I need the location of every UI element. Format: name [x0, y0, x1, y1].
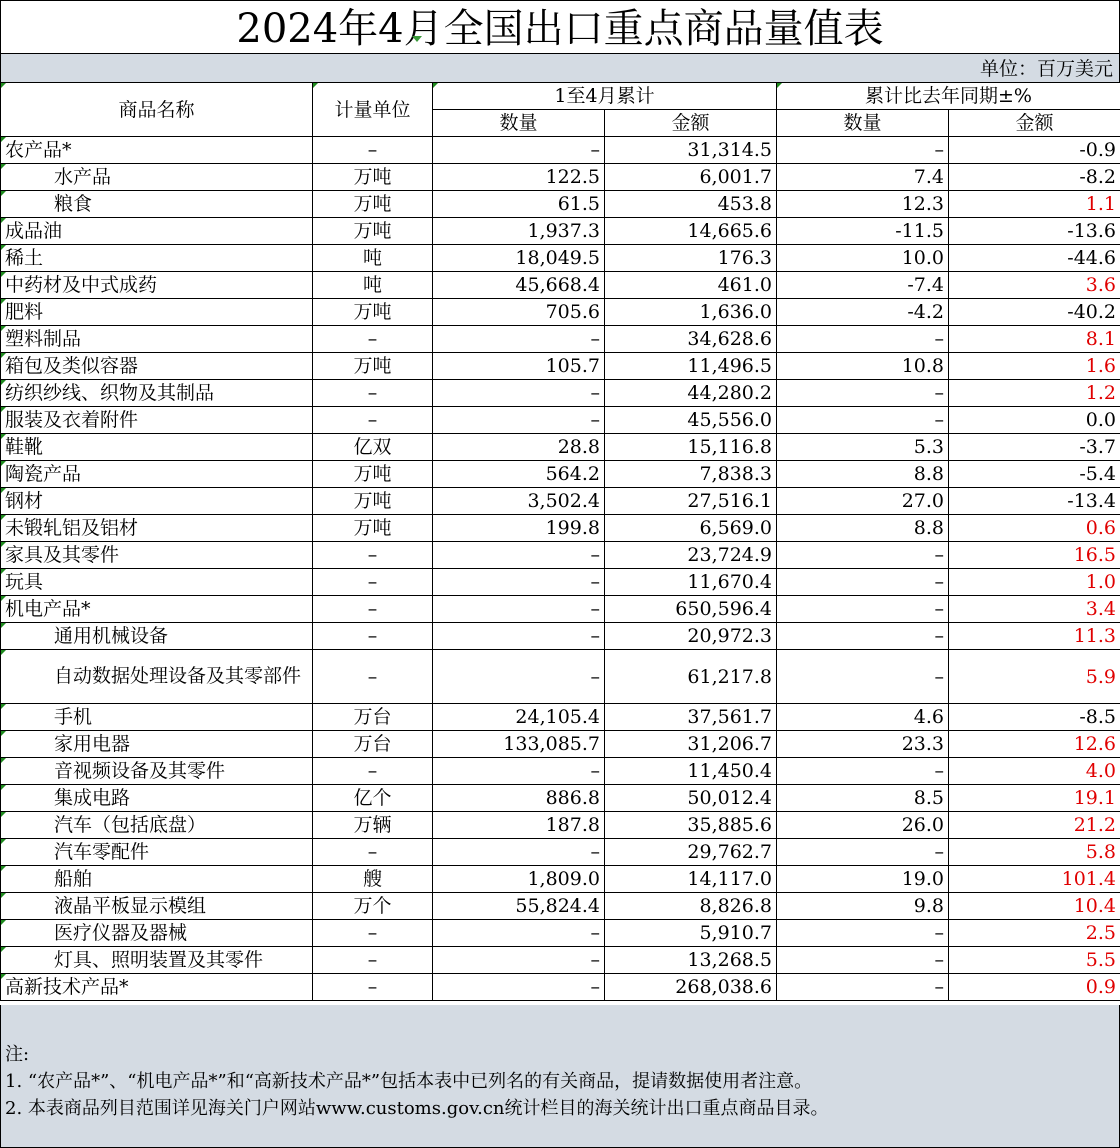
- cell-unit[interactable]: 万吨: [313, 461, 433, 488]
- header-name[interactable]: 商品名称: [1, 83, 313, 137]
- cell-yoy-amount[interactable]: -0.9: [949, 137, 1120, 164]
- header-cumulative[interactable]: 1至4月累计: [433, 83, 777, 110]
- cell-amount[interactable]: 268,038.6: [605, 974, 777, 1001]
- cell-quantity[interactable]: 705.6: [433, 299, 605, 326]
- cell-amount[interactable]: 7,838.3: [605, 461, 777, 488]
- cell-amount[interactable]: 14,665.6: [605, 218, 777, 245]
- cell-amount[interactable]: 11,670.4: [605, 569, 777, 596]
- cell-unit[interactable]: 万台: [313, 731, 433, 758]
- notes-section[interactable]: [0, 1005, 1120, 1148]
- cell-quantity[interactable]: 24,105.4: [433, 704, 605, 731]
- cell-yoy-amount[interactable]: 16.5: [949, 542, 1120, 569]
- cell-product-name[interactable]: 音视频设备及其零件: [1, 758, 313, 785]
- cell-yoy-quantity[interactable]: –: [777, 920, 949, 947]
- cell-yoy-amount[interactable]: 101.4: [949, 866, 1120, 893]
- cell-product-name[interactable]: 船舶: [1, 866, 313, 893]
- table-row: [1, 866, 1120, 893]
- cell-quantity[interactable]: –: [433, 326, 605, 353]
- cell-product-name[interactable]: 集成电路: [1, 785, 313, 812]
- cell-product-name[interactable]: 陶瓷产品: [1, 461, 313, 488]
- cell-product-name[interactable]: 汽车（包括底盘）: [1, 812, 313, 839]
- cell-yoy-quantity[interactable]: 8.8: [777, 515, 949, 542]
- cell-yoy-amount[interactable]: 5.5: [949, 947, 1120, 974]
- cell-yoy-quantity[interactable]: 26.0: [777, 812, 949, 839]
- cell-unit[interactable]: 万吨: [313, 515, 433, 542]
- table-row: [1, 245, 1120, 272]
- cell-yoy-amount[interactable]: 11.3: [949, 623, 1120, 650]
- table-row: [1, 623, 1120, 650]
- table-row: [1, 407, 1120, 434]
- notes-heading: 注:: [5, 1044, 30, 1065]
- cell-yoy-amount[interactable]: -40.2: [949, 299, 1120, 326]
- cell-amount[interactable]: 20,972.3: [605, 623, 777, 650]
- cell-product-name[interactable]: 中药材及中式成药: [1, 272, 313, 299]
- cell-yoy-amount[interactable]: 1.0: [949, 569, 1120, 596]
- cell-quantity[interactable]: 45,668.4: [433, 272, 605, 299]
- cell-product-name[interactable]: 纺织纱线、织物及其制品: [1, 380, 313, 407]
- cell-yoy-quantity[interactable]: –: [777, 596, 949, 623]
- table-row: [1, 488, 1120, 515]
- cell-unit[interactable]: –: [313, 326, 433, 353]
- cell-product-name[interactable]: 水产品: [1, 164, 313, 191]
- cell-amount[interactable]: 29,762.7: [605, 839, 777, 866]
- cell-unit[interactable]: –: [313, 947, 433, 974]
- cell-yoy-amount[interactable]: 3.4: [949, 596, 1120, 623]
- cell-unit[interactable]: –: [313, 380, 433, 407]
- cell-yoy-amount[interactable]: 1.2: [949, 380, 1120, 407]
- cell-product-name[interactable]: 灯具、照明装置及其零件: [1, 947, 313, 974]
- cell-amount[interactable]: 11,450.4: [605, 758, 777, 785]
- cell-yoy-amount[interactable]: 5.9: [949, 650, 1120, 704]
- cell-unit[interactable]: 万吨: [313, 218, 433, 245]
- cell-yoy-amount[interactable]: 12.6: [949, 731, 1120, 758]
- cell-quantity[interactable]: –: [433, 650, 605, 704]
- cell-quantity[interactable]: –: [433, 542, 605, 569]
- cell-unit[interactable]: 万吨: [313, 299, 433, 326]
- cell-yoy-quantity[interactable]: -4.2: [777, 299, 949, 326]
- cell-yoy-amount[interactable]: 1.1: [949, 191, 1120, 218]
- cell-product-name[interactable]: 玩具: [1, 569, 313, 596]
- cell-quantity[interactable]: 28.8: [433, 434, 605, 461]
- cell-amount[interactable]: 5,910.7: [605, 920, 777, 947]
- cell-product-name[interactable]: 塑料制品: [1, 326, 313, 353]
- table-row: [1, 218, 1120, 245]
- cell-yoy-amount[interactable]: 2.5: [949, 920, 1120, 947]
- cell-yoy-quantity[interactable]: -7.4: [777, 272, 949, 299]
- table-row: [1, 299, 1120, 326]
- table-body: [1, 137, 1120, 1001]
- table-row: [1, 731, 1120, 758]
- table-row: [1, 974, 1120, 1001]
- cell-yoy-quantity[interactable]: –: [777, 137, 949, 164]
- cell-unit[interactable]: 万个: [313, 893, 433, 920]
- cell-yoy-quantity[interactable]: -11.5: [777, 218, 949, 245]
- cell-amount[interactable]: 650,596.4: [605, 596, 777, 623]
- cell-amount[interactable]: 461.0: [605, 272, 777, 299]
- cell-unit[interactable]: 吨: [313, 245, 433, 272]
- cell-quantity[interactable]: –: [433, 407, 605, 434]
- cell-quantity[interactable]: –: [433, 623, 605, 650]
- cell-unit[interactable]: 亿个: [313, 785, 433, 812]
- cell-product-name[interactable]: 农产品*: [1, 137, 313, 164]
- table-row: [1, 542, 1120, 569]
- cell-yoy-quantity[interactable]: –: [777, 623, 949, 650]
- cell-product-name[interactable]: 液晶平板显示模组: [1, 893, 313, 920]
- cell-product-name[interactable]: 家具及其零件: [1, 542, 313, 569]
- header-qty[interactable]: 数量: [433, 110, 605, 137]
- cell-quantity[interactable]: 122.5: [433, 164, 605, 191]
- table-row: [1, 137, 1120, 164]
- table-row: [1, 650, 1120, 704]
- table-row: [1, 515, 1120, 542]
- export-goods-table: [0, 82, 1120, 1001]
- cell-yoy-quantity[interactable]: –: [777, 407, 949, 434]
- cell-yoy-quantity[interactable]: 4.6: [777, 704, 949, 731]
- table-row: [1, 164, 1120, 191]
- cell-yoy-quantity[interactable]: –: [777, 569, 949, 596]
- cell-yoy-quantity[interactable]: –: [777, 650, 949, 704]
- header-amount[interactable]: 金额: [605, 110, 777, 137]
- cell-product-name[interactable]: 机电产品*: [1, 596, 313, 623]
- cell-yoy-quantity[interactable]: –: [777, 542, 949, 569]
- table-row: [1, 596, 1120, 623]
- dropdown-arrow-icon[interactable]: [412, 36, 422, 42]
- cell-product-name[interactable]: 家用电器: [1, 731, 313, 758]
- cell-yoy-quantity[interactable]: –: [777, 758, 949, 785]
- cell-product-name[interactable]: 高新技术产品*: [1, 974, 313, 1001]
- cell-unit[interactable]: 亿双: [313, 434, 433, 461]
- cell-unit[interactable]: –: [313, 650, 433, 704]
- cell-yoy-quantity[interactable]: 5.3: [777, 434, 949, 461]
- cell-yoy-quantity[interactable]: 10.0: [777, 245, 949, 272]
- table-row: [1, 353, 1120, 380]
- cell-quantity[interactable]: 1,937.3: [433, 218, 605, 245]
- cell-amount[interactable]: 6,569.0: [605, 515, 777, 542]
- cell-yoy-amount[interactable]: 0.9: [949, 974, 1120, 1001]
- cell-yoy-amount[interactable]: 0.6: [949, 515, 1120, 542]
- cell-yoy-amount[interactable]: -3.7: [949, 434, 1120, 461]
- cell-unit[interactable]: 万吨: [313, 353, 433, 380]
- cell-product-name[interactable]: 自动数据处理设备及其零部件: [1, 650, 313, 704]
- cell-yoy-quantity[interactable]: –: [777, 380, 949, 407]
- cell-unit[interactable]: –: [313, 758, 433, 785]
- cell-unit[interactable]: –: [313, 569, 433, 596]
- cell-quantity[interactable]: 61.5: [433, 191, 605, 218]
- cell-amount[interactable]: 1,636.0: [605, 299, 777, 326]
- notes-line-2: 2. 本表商品列目范围详见海关门户网站www.customs.gov.cn统计栏目的海关统计出口重点商品目录。: [5, 1098, 829, 1119]
- cell-yoy-quantity[interactable]: 9.8: [777, 893, 949, 920]
- cell-quantity[interactable]: –: [433, 839, 605, 866]
- cell-product-name[interactable]: 医疗仪器及器械: [1, 920, 313, 947]
- cell-quantity[interactable]: 187.8: [433, 812, 605, 839]
- cell-quantity[interactable]: 105.7: [433, 353, 605, 380]
- cell-yoy-amount[interactable]: 10.4: [949, 893, 1120, 920]
- cell-yoy-quantity[interactable]: 10.8: [777, 353, 949, 380]
- cell-yoy-quantity[interactable]: –: [777, 839, 949, 866]
- cell-unit[interactable]: –: [313, 542, 433, 569]
- cell-amount[interactable]: 37,561.7: [605, 704, 777, 731]
- cell-quantity[interactable]: –: [433, 758, 605, 785]
- cell-amount[interactable]: 61,217.8: [605, 650, 777, 704]
- table-row: [1, 326, 1120, 353]
- cell-quantity[interactable]: 55,824.4: [433, 893, 605, 920]
- table-row: [1, 704, 1120, 731]
- cell-product-name[interactable]: 未锻轧铝及铝材: [1, 515, 313, 542]
- cell-yoy-amount[interactable]: 21.2: [949, 812, 1120, 839]
- cell-quantity[interactable]: 199.8: [433, 515, 605, 542]
- cell-yoy-quantity[interactable]: 8.8: [777, 461, 949, 488]
- cell-yoy-amount[interactable]: 19.1: [949, 785, 1120, 812]
- cell-product-name[interactable]: 钢材: [1, 488, 313, 515]
- cell-unit[interactable]: –: [313, 623, 433, 650]
- cell-yoy-amount[interactable]: 3.6: [949, 272, 1120, 299]
- cell-amount[interactable]: 14,117.0: [605, 866, 777, 893]
- cell-yoy-quantity[interactable]: –: [777, 974, 949, 1001]
- cell-product-name[interactable]: 成品油: [1, 218, 313, 245]
- cell-unit[interactable]: –: [313, 596, 433, 623]
- cell-yoy-amount[interactable]: -44.6: [949, 245, 1120, 272]
- header-yoy-qty[interactable]: 数量: [777, 110, 949, 137]
- header-yoy-amount[interactable]: 金额: [949, 110, 1120, 137]
- table-row: [1, 272, 1120, 299]
- table-row: [1, 920, 1120, 947]
- cell-product-name[interactable]: 手机: [1, 704, 313, 731]
- cell-quantity[interactable]: –: [433, 920, 605, 947]
- cell-amount[interactable]: 8,826.8: [605, 893, 777, 920]
- cell-yoy-quantity[interactable]: 7.4: [777, 164, 949, 191]
- cell-unit[interactable]: 万吨: [313, 191, 433, 218]
- cell-amount[interactable]: 34,628.6: [605, 326, 777, 353]
- cell-yoy-amount[interactable]: -13.6: [949, 218, 1120, 245]
- table-row: [1, 812, 1120, 839]
- table-row: [1, 434, 1120, 461]
- cell-unit[interactable]: 万吨: [313, 164, 433, 191]
- cell-yoy-amount[interactable]: -8.5: [949, 704, 1120, 731]
- cell-yoy-quantity[interactable]: 12.3: [777, 191, 949, 218]
- cell-amount[interactable]: 44,280.2: [605, 380, 777, 407]
- cell-product-name[interactable]: 汽车零配件: [1, 839, 313, 866]
- cell-product-name[interactable]: 肥料: [1, 299, 313, 326]
- cell-product-name[interactable]: 服装及衣着附件: [1, 407, 313, 434]
- cell-yoy-quantity[interactable]: –: [777, 326, 949, 353]
- cell-unit[interactable]: 万辆: [313, 812, 433, 839]
- cell-amount[interactable]: 11,496.5: [605, 353, 777, 380]
- cell-amount[interactable]: 6,001.7: [605, 164, 777, 191]
- cell-unit[interactable]: 万吨: [313, 488, 433, 515]
- cell-yoy-amount[interactable]: 5.8: [949, 839, 1120, 866]
- cell-product-name[interactable]: 箱包及类似容器: [1, 353, 313, 380]
- table-title[interactable]: 2024年4月全国出口重点商品量值表: [0, 0, 1120, 54]
- cell-product-name[interactable]: 稀土: [1, 245, 313, 272]
- cell-amount[interactable]: 50,012.4: [605, 785, 777, 812]
- cell-amount[interactable]: 45,556.0: [605, 407, 777, 434]
- cell-yoy-amount[interactable]: 0.0: [949, 407, 1120, 434]
- cell-amount[interactable]: 13,268.5: [605, 947, 777, 974]
- header-yoy[interactable]: 累计比去年同期±%: [777, 83, 1120, 110]
- cell-quantity[interactable]: –: [433, 596, 605, 623]
- unit-note-row[interactable]: [0, 53, 1120, 83]
- cell-amount[interactable]: 15,116.8: [605, 434, 777, 461]
- cell-product-name[interactable]: 鞋靴: [1, 434, 313, 461]
- cell-amount[interactable]: 31,206.7: [605, 731, 777, 758]
- table-row: [1, 839, 1120, 866]
- cell-yoy-quantity[interactable]: 19.0: [777, 866, 949, 893]
- cell-product-name[interactable]: 粮食: [1, 191, 313, 218]
- cell-unit[interactable]: 万台: [313, 704, 433, 731]
- table-row: [1, 461, 1120, 488]
- cell-yoy-amount[interactable]: 4.0: [949, 758, 1120, 785]
- cell-yoy-amount[interactable]: -8.2: [949, 164, 1120, 191]
- cell-yoy-amount[interactable]: -5.4: [949, 461, 1120, 488]
- cell-amount[interactable]: 35,885.6: [605, 812, 777, 839]
- table-row: [1, 893, 1120, 920]
- table-row: [1, 191, 1120, 218]
- cell-unit[interactable]: –: [313, 974, 433, 1001]
- cell-quantity[interactable]: –: [433, 569, 605, 596]
- table-row: [1, 785, 1120, 812]
- cell-quantity[interactable]: 1,809.0: [433, 866, 605, 893]
- cell-quantity[interactable]: 564.2: [433, 461, 605, 488]
- cell-yoy-quantity[interactable]: 23.3: [777, 731, 949, 758]
- header-unit[interactable]: 计量单位: [313, 83, 433, 137]
- cell-quantity[interactable]: 886.8: [433, 785, 605, 812]
- cell-quantity[interactable]: –: [433, 137, 605, 164]
- cell-yoy-quantity[interactable]: 8.5: [777, 785, 949, 812]
- cell-unit[interactable]: –: [313, 137, 433, 164]
- unit-note: 单位：百万美元: [979, 58, 1113, 80]
- cell-amount[interactable]: 453.8: [605, 191, 777, 218]
- cell-yoy-quantity[interactable]: –: [777, 947, 949, 974]
- cell-yoy-quantity[interactable]: 27.0: [777, 488, 949, 515]
- table-row: [1, 380, 1120, 407]
- notes-line-1: 1. “农产品*”、“机电产品*”和“高新技术产品*”包括本表中已列名的有关商品，提请数据使用者注意。: [5, 1071, 813, 1092]
- cell-quantity[interactable]: 133,085.7: [433, 731, 605, 758]
- table-row: [1, 947, 1120, 974]
- cell-yoy-amount[interactable]: 1.6: [949, 353, 1120, 380]
- cell-unit[interactable]: –: [313, 407, 433, 434]
- cell-yoy-amount[interactable]: 8.1: [949, 326, 1120, 353]
- table-row: [1, 569, 1120, 596]
- cell-quantity[interactable]: 3,502.4: [433, 488, 605, 515]
- cell-amount[interactable]: 31,314.5: [605, 137, 777, 164]
- cell-quantity[interactable]: –: [433, 947, 605, 974]
- cell-amount[interactable]: 23,724.9: [605, 542, 777, 569]
- cell-product-name[interactable]: 通用机械设备: [1, 623, 313, 650]
- table-row: [1, 758, 1120, 785]
- cell-yoy-amount[interactable]: -13.4: [949, 488, 1120, 515]
- cell-quantity[interactable]: 18,049.5: [433, 245, 605, 272]
- cell-unit[interactable]: 艘: [313, 866, 433, 893]
- cell-quantity[interactable]: –: [433, 974, 605, 1001]
- cell-unit[interactable]: 吨: [313, 272, 433, 299]
- cell-amount[interactable]: 176.3: [605, 245, 777, 272]
- cell-amount[interactable]: 27,516.1: [605, 488, 777, 515]
- cell-unit[interactable]: –: [313, 920, 433, 947]
- cell-unit[interactable]: –: [313, 839, 433, 866]
- cell-quantity[interactable]: –: [433, 380, 605, 407]
